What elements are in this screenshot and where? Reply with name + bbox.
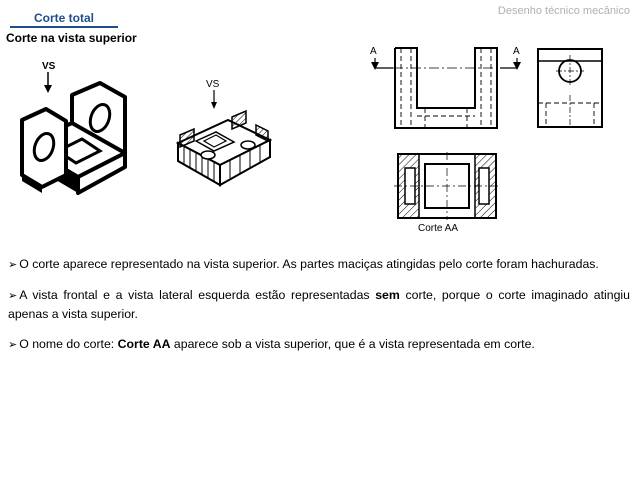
bullet-2	[8, 286, 630, 323]
bullet-3-bold: Corte AA	[117, 337, 171, 351]
bullet-3	[8, 335, 630, 354]
vs-label-left: VS	[42, 61, 56, 72]
section-title: Corte total	[10, 11, 118, 28]
vs-label-middle: VS	[206, 79, 220, 90]
bullet-2-bold: sem	[375, 288, 400, 302]
course-title: Desenho técnico mecânico	[497, 5, 630, 17]
bullet-list	[8, 255, 630, 366]
side-view-figure	[530, 45, 610, 130]
section-view-figure	[392, 150, 502, 235]
bullet-arrow-icon: ➢	[8, 290, 18, 302]
cut-label-left: A	[370, 46, 377, 57]
bullet-2-text-end: corte, porque o corte imaginado atingiu apenas a vista superior.	[8, 288, 630, 321]
section-caption: Corte AA	[418, 223, 459, 234]
bullet-arrow-icon: ➢	[8, 339, 18, 351]
front-view-figure	[365, 38, 530, 138]
section-subtitle: Corte na vista superior	[6, 31, 137, 45]
bullet-2-text-start: A vista frontal e a vista lateral esquerda estão representadas	[19, 288, 376, 302]
isometric-part-figure	[10, 55, 140, 205]
sectioned-part-figure	[170, 75, 280, 195]
bullet-3-text-start: O nome do corte:	[19, 337, 118, 351]
bullet-3-text-end: aparece sob a vista superior, que é a vista representada em corte.	[170, 337, 535, 351]
cut-label-right: A	[513, 46, 520, 57]
bullet-1	[8, 255, 630, 274]
bullet-1-text: O corte aparece representado na vista superior. As partes maciças atingidas pelo corte foram hachuradas.	[19, 257, 599, 271]
bullet-arrow-icon: ➢	[8, 259, 18, 271]
